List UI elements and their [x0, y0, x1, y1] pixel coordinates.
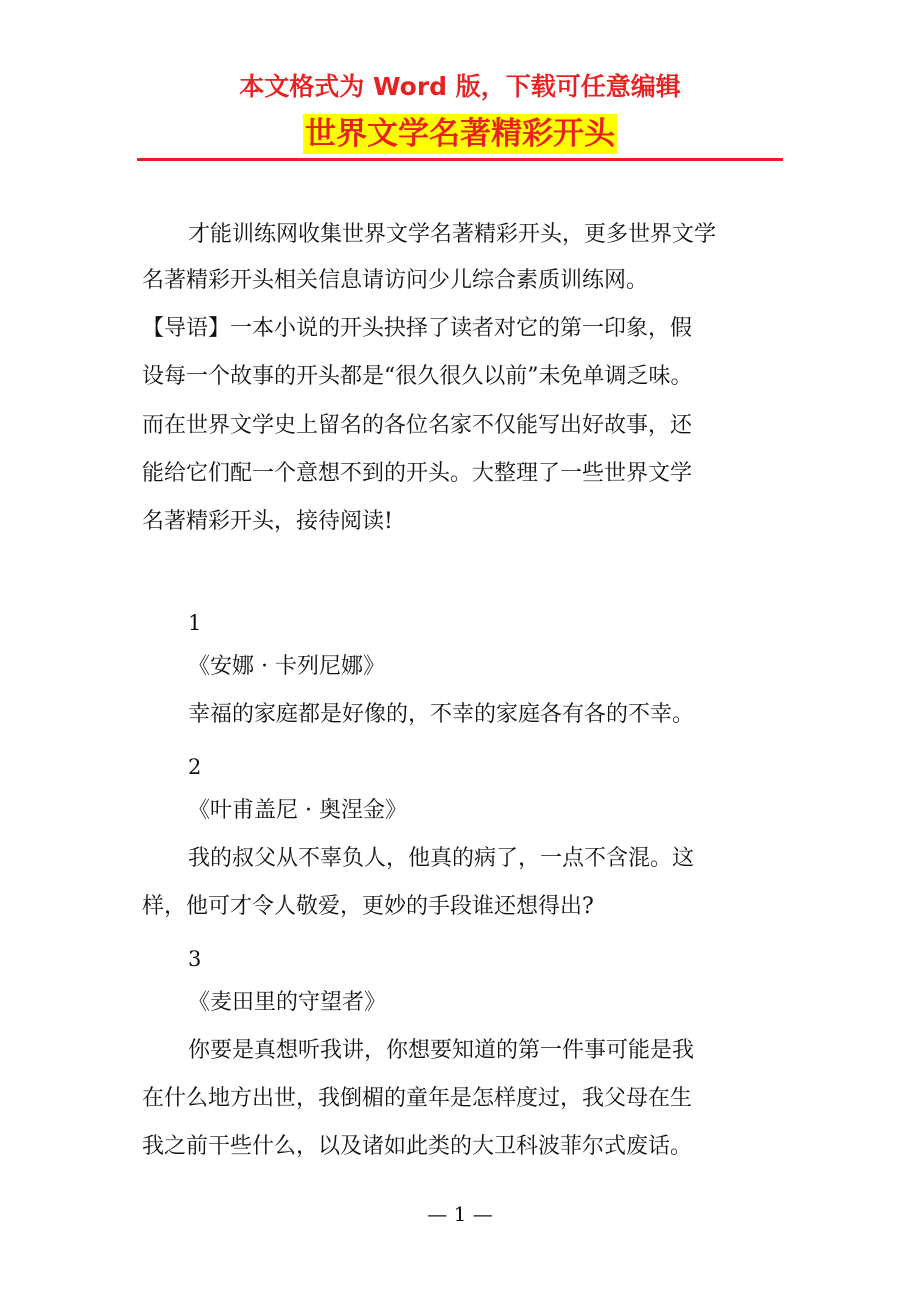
lead-line: 【导语】一本小说的开头抉择了读者对它的第一印象，假 [142, 316, 693, 341]
entry-number: 2 [188, 755, 202, 779]
lead-line: 名著精彩开头，接待阅读! [142, 509, 393, 534]
lead-line: 能给它们配一个意想不到的开头。大整理了一些世界文学 [142, 461, 693, 486]
lead-line: 而在世界文学史上留名的各位名家不仅能写出好故事，还 [142, 413, 693, 438]
opening-quote-line: 在什么地方出世，我倒楣的童年是怎样度过，我父母在生 [142, 1086, 693, 1111]
opening-quote-line: 你要是真想听我讲，你想要知道的第一件事可能是我 [188, 1038, 695, 1063]
opening-quote-line: 我之前干些什么，以及诸如此类的大卫科波菲尔式废话。 [142, 1134, 693, 1159]
intro-line: 名著精彩开头相关信息请访问少儿综合素质训练网。 [142, 268, 649, 293]
book-title: 《叶甫盖尼 · 奥涅金》 [188, 798, 407, 823]
intro-line: 才能训练网收集世界文学名著精彩开头，更多世界文学 [188, 222, 717, 247]
opening-quote-line: 样，他可才令人敬爱，更妙的手段谁还想得出? [142, 894, 594, 919]
book-title: 《麦田里的守望者》 [188, 990, 387, 1015]
opening-quote-line: 幸福的家庭都是好像的，不幸的家庭各有各的不幸。 [188, 702, 695, 727]
lead-line: 设每一个故事的开头都是“很久很久以前”未免单调乏味。 [142, 364, 693, 389]
page-number: — 1 — [427, 1202, 493, 1226]
entry-number: 3 [188, 947, 202, 971]
document-title: 世界文学名著精彩开头 [305, 116, 615, 152]
format-notice: 本文格式为 Word 版，下载可任意编辑 [239, 72, 681, 101]
book-title: 《安娜 · 卡列尼娜》 [188, 654, 385, 679]
entry-number: 1 [188, 611, 202, 635]
opening-quote-line: 我的叔父从不辜负人，他真的病了，一点不含混。这 [188, 846, 695, 871]
